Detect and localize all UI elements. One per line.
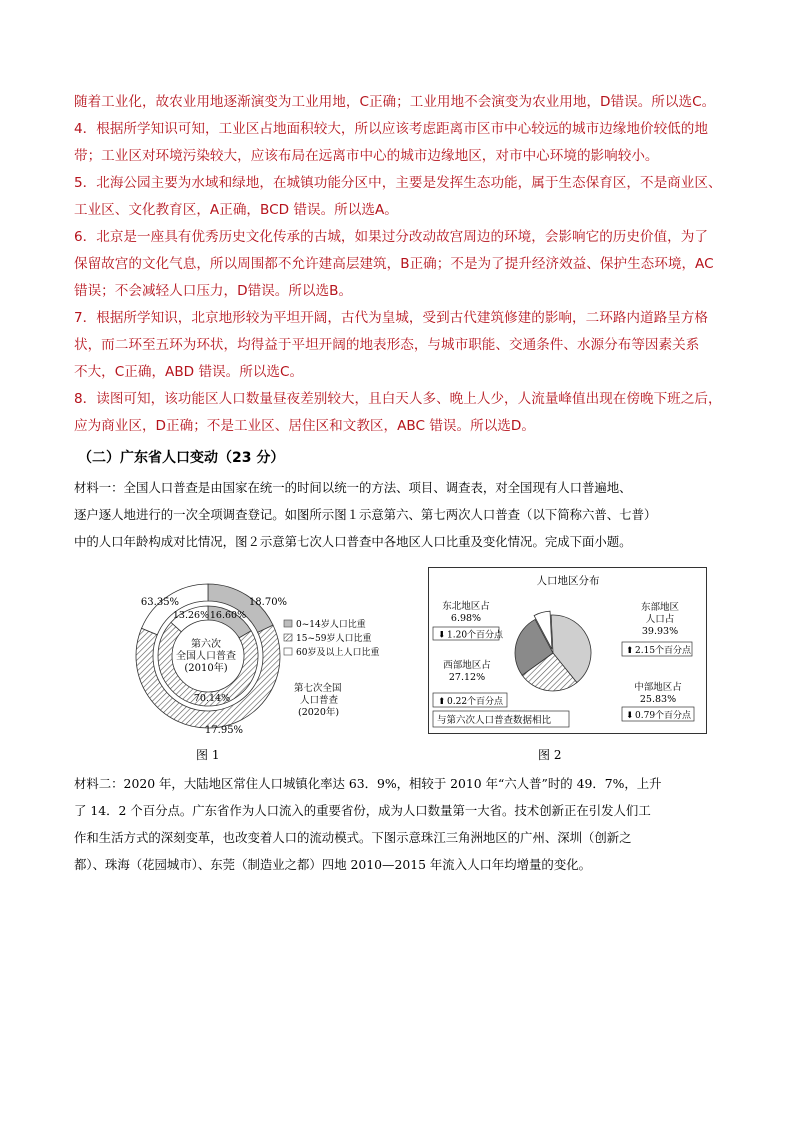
answer-line: 不大，C正确，ABD 错误。所以选C。 xyxy=(74,364,304,380)
northeast-down-arrow-icon: ⬇ xyxy=(438,630,446,641)
central-down-arrow-icon: ⬇ xyxy=(626,711,634,721)
legend-label-15-59: 15~59岁人口比重 xyxy=(296,634,372,644)
outer-ring-label-2: 人口普查 xyxy=(300,695,339,706)
inner-value-15-59: 70.14% xyxy=(193,693,231,704)
legend-label-60plus: 60岁及以上人口比重 xyxy=(296,648,380,658)
inner-center-label-1: 第六次 xyxy=(191,639,221,650)
answer-line: 状，而二环至五环为环状，均得益于平坦开阔的地表形态，与城市职能、交通条件、水源分布等因素关系 xyxy=(74,337,700,353)
material-line: 了 14．2 个百分点。广东省作为人口流入的重要省份，成为人口数量第一大省。技术创新正在引发人们工 xyxy=(74,803,651,818)
answer-line: 4．根据所学知识可知，工业区占地面积较大，所以应该考虑距离市区市中心较远的城市边缘地价较低的地 xyxy=(74,121,708,137)
answer-line: 6．北京是一座具有优秀历史文化传承的古城，如果过分改动故宫周边的环境，会影响它的历史价值，为了 xyxy=(74,229,708,245)
answer-line: 随着工业化，故农业用地逐渐演变为工业用地，C正确；工业用地不会演变为农业用地，D错误。所以选C。 xyxy=(74,94,716,110)
answer-line: 工业区、文化教育区，A正确，BCD 错误。所以选A。 xyxy=(74,202,398,218)
east-value: 39.93% xyxy=(641,626,679,637)
outer-value-15-59: 17.95% xyxy=(204,725,244,734)
figure-2-caption: 图 2 xyxy=(538,748,562,762)
material-line: 作和生活方式的深刻变革，也改变着人口的流动模式。下图示意珠江三角洲地区的广州、深圳（创新之 xyxy=(74,830,632,845)
inner-value-0-14: 16.60% xyxy=(209,610,247,621)
outer-value-60plus: 63.35% xyxy=(140,597,180,608)
west-change: 0.22个百分点 xyxy=(447,697,504,707)
answer-line: 应为商业区，D正确；不是工业区、居住区和文教区，ABC 错误。所以选D。 xyxy=(74,418,535,434)
west-value: 27.12% xyxy=(448,672,486,683)
answer-explanations xyxy=(74,89,734,440)
material-line: 都）、珠海（花园城市）、东莞（制造业之都）四地 2010—2015 年流入人口年均增量的变化。 xyxy=(74,857,591,872)
west-up-arrow-icon: ⬆ xyxy=(438,697,446,707)
legend-swatch-15-59 xyxy=(284,634,292,641)
east-up-arrow-icon: ⬆ xyxy=(626,646,634,656)
answer-line: 5．北海公园主要为水域和绿地，在城镇功能分区中，主要是发挥生态功能，属于生态保育区，不是商业区、 xyxy=(74,175,722,191)
material-line: 逐户逐人地进行的一次全项调查登记。如图所示图１示意第六、第七两次人口普查（以下简称六普、七普） xyxy=(74,507,657,522)
material-line: 材料二：2020 年，大陆地区常住人口城镇化率达 63．9%，相较于 2010 年“六人普”时的 49．7%，上升 xyxy=(74,776,662,791)
material-two xyxy=(74,770,734,878)
figure-1-caption: 图 1 xyxy=(196,748,220,762)
answer-line: 带；工业区对环境污染较大，应该布局在远离市中心的城市边缘地区，对市中心环境的影响较小。 xyxy=(74,148,659,164)
central-change: 0.79个百分点 xyxy=(635,711,692,721)
legend-label-0-14: 0~14岁人口比重 xyxy=(296,620,366,630)
answer-line: 7．根据所学知识，北京地形较为平坦开阔，古代为皇城，受到古代建筑修建的影响，二环路内道路呈方格 xyxy=(74,310,708,326)
figure-2-pie-chart xyxy=(428,567,708,735)
answer-line: 错误；不会减轻人口压力，D错误。所以选B。 xyxy=(74,283,353,299)
material-line: 材料一：全国人口普查是由国家在统一的时间以统一的方法、项目、调查表，对全国现有人口普遍地、 xyxy=(74,480,632,495)
outer-ring-label-1: 第七次全国 xyxy=(294,683,342,694)
compare-note: 与第六次人口普查数据相比 xyxy=(437,715,552,726)
outer-ring-label-3: (2020年) xyxy=(298,707,340,718)
central-value: 25.83% xyxy=(639,694,677,705)
figure-1-donut-chart xyxy=(128,578,408,734)
inner-center-label-3: (2010年) xyxy=(184,663,228,674)
inner-center-label-2: 全国人口普查 xyxy=(176,651,236,662)
outer-value-0-14: 18.70% xyxy=(248,597,288,608)
northeast-label: 东北地区占 xyxy=(442,601,490,612)
material-one xyxy=(74,474,734,555)
east-change: 2.15个百分点 xyxy=(635,646,692,656)
answer-line: 8．读图可知，该功能区人口数量昼夜差别较大，且白天人多、晚上人少，人流量峰值出现在傍晚下班之后， xyxy=(74,391,722,407)
west-label: 西部地区占 xyxy=(443,660,491,671)
east-label-1: 东部地区 xyxy=(640,602,680,613)
section-title: （二）广东省人口变动（23 分） xyxy=(78,450,285,466)
northeast-value: 6.98% xyxy=(450,613,482,624)
central-label: 中部地区占 xyxy=(634,682,682,693)
inner-value-60plus: 13.26% xyxy=(172,610,210,621)
legend-swatch-60plus xyxy=(284,648,292,655)
material-line: 中的人口年龄构成对比情况，图２示意第七次人口普查中各地区人口比重及变化情况。完成下面小题。 xyxy=(74,534,632,549)
figure-2-title: 人口地区分布 xyxy=(536,575,600,587)
legend-swatch-0-14 xyxy=(284,620,292,627)
northeast-change: 1.20个百分点 xyxy=(447,630,504,641)
answer-line: 保留故宫的文化气息，所以周围都不允许建高层建筑，B正确；不是为了提升经济效益、保护生态环境，AC xyxy=(74,256,714,272)
east-label-2: 人口占 xyxy=(645,614,675,625)
